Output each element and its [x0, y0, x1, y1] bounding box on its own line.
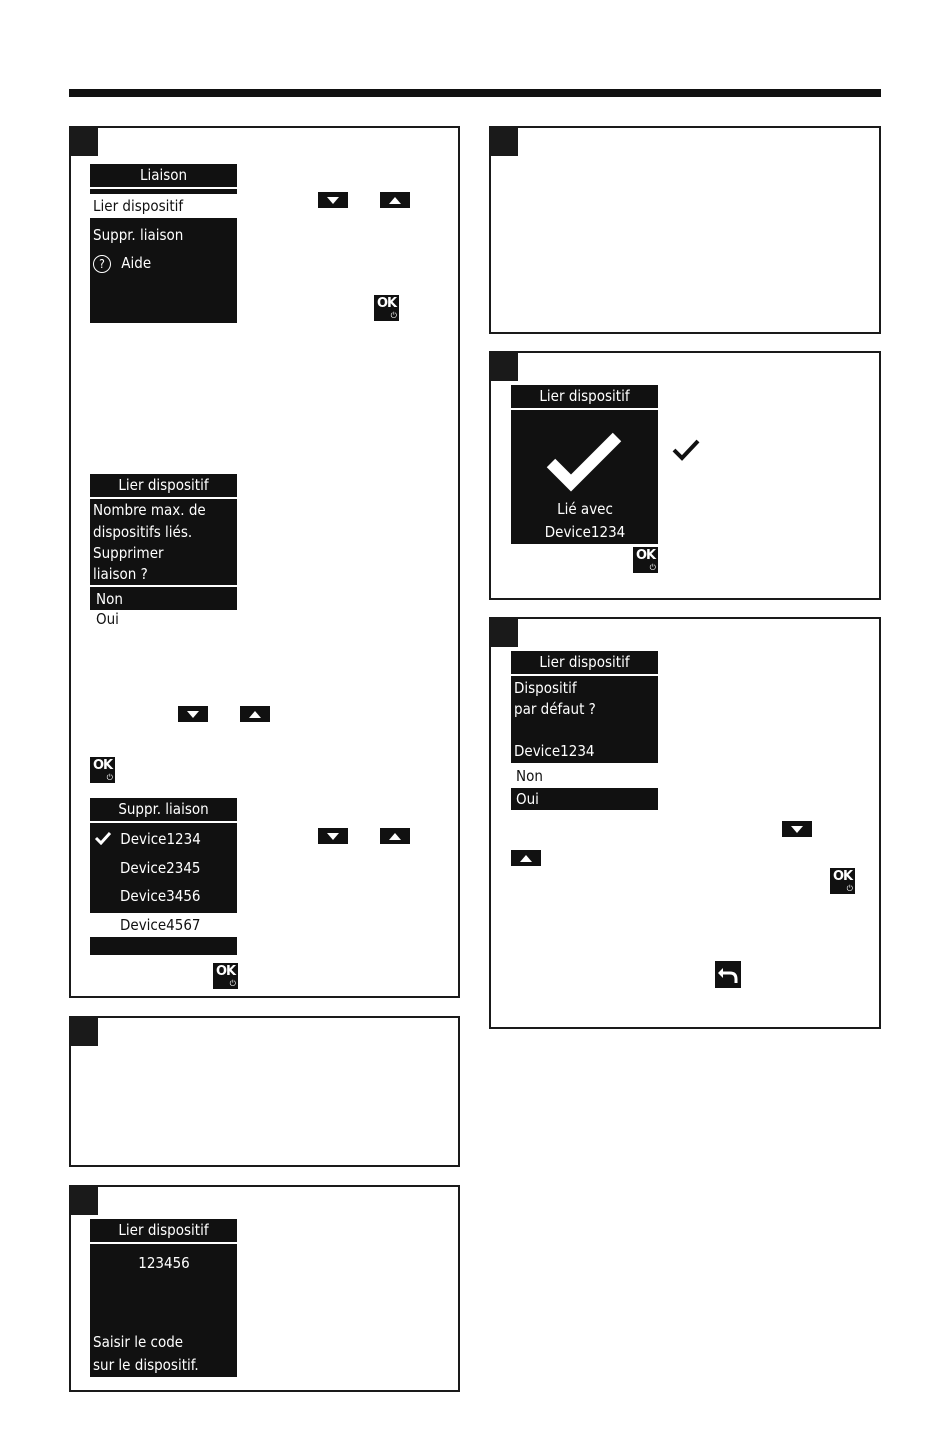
device-row[interactable] [90, 884, 237, 908]
down-arrow-icon [782, 821, 812, 837]
down-arrow-icon [178, 706, 208, 722]
device-name: Device4567 [120, 916, 201, 934]
up-arrow-icon [380, 192, 410, 208]
screen-default-device [511, 651, 658, 810]
device-row[interactable] [90, 856, 237, 880]
option-oui[interactable]: Oui [516, 790, 539, 808]
screen-title: Lier dispositif [90, 474, 237, 499]
checkmark-icon [94, 831, 112, 845]
device-row[interactable] [90, 827, 237, 851]
device-row[interactable] [90, 913, 237, 937]
ok-button-icon: OK ⏻ [90, 757, 115, 783]
menu-item-suppr-liaison[interactable]: Suppr. liaison [93, 226, 184, 244]
screen-liaison-menu [90, 164, 237, 323]
screen-delete-list [90, 798, 237, 955]
message-line: Dispositif [514, 679, 577, 697]
option-non[interactable]: Non [511, 765, 658, 788]
device-name: Device2345 [120, 859, 201, 877]
message-line: par défaut ? [514, 700, 596, 718]
message-line: sur le dispositif. [93, 1356, 199, 1374]
screen-title: Liaison [90, 164, 237, 189]
message-line: Supprimer [93, 544, 164, 562]
screen-pin-code [90, 1219, 237, 1377]
large-checkmark-icon [511, 421, 658, 501]
step-box-right-1 [489, 126, 881, 334]
back-icon [715, 961, 741, 988]
step-number-badge [491, 353, 518, 381]
step-number-badge [491, 128, 518, 156]
device-name: Device1234 [120, 830, 201, 848]
message-line: Nombre max. de [93, 501, 206, 519]
step-number-badge [71, 1187, 98, 1215]
down-arrow-icon [318, 828, 348, 844]
menu-item-aide-label: Aide [121, 254, 152, 272]
message-line: liaison ? [93, 565, 148, 583]
message-line: Lié avec [557, 500, 613, 518]
option-non[interactable]: Non [96, 590, 123, 608]
device-name: Device3456 [120, 887, 201, 905]
option-oui[interactable]: Oui [90, 610, 237, 629]
step-number-badge [491, 619, 518, 647]
screen-title: Suppr. liaison [90, 798, 237, 823]
header-rule [69, 89, 881, 97]
pin-code: 123456 [138, 1254, 190, 1272]
up-arrow-icon [511, 850, 541, 866]
ok-button-icon: OK ⏻ [374, 295, 399, 321]
screen-max-devices [90, 474, 237, 629]
step-box-left-2 [69, 1016, 460, 1167]
down-arrow-icon [318, 192, 348, 208]
screen-title: Lier dispositif [511, 651, 658, 676]
message-line: Device1234 [544, 523, 626, 541]
ok-button-icon: OK ⏻ [213, 963, 238, 989]
checkmark-icon [671, 438, 701, 462]
screen-title: Lier dispositif [511, 385, 658, 410]
message-line: Saisir le code [93, 1333, 184, 1351]
step-number-badge [71, 128, 98, 156]
help-icon: ? [93, 255, 111, 273]
step-number-badge [71, 1018, 98, 1046]
message-line: dispositifs liés. [93, 523, 193, 541]
up-arrow-icon [240, 706, 270, 722]
ok-button-icon: OK ⏻ [633, 547, 658, 573]
menu-item-lier-dispositif[interactable]: Lier dispositif [90, 194, 237, 218]
screen-title: Lier dispositif [90, 1219, 237, 1244]
menu-item-aide[interactable] [90, 251, 237, 275]
device-name: Device1234 [514, 742, 595, 760]
up-arrow-icon [380, 828, 410, 844]
screen-linked [511, 385, 658, 544]
ok-button-icon: OK ⏻ [830, 868, 855, 894]
